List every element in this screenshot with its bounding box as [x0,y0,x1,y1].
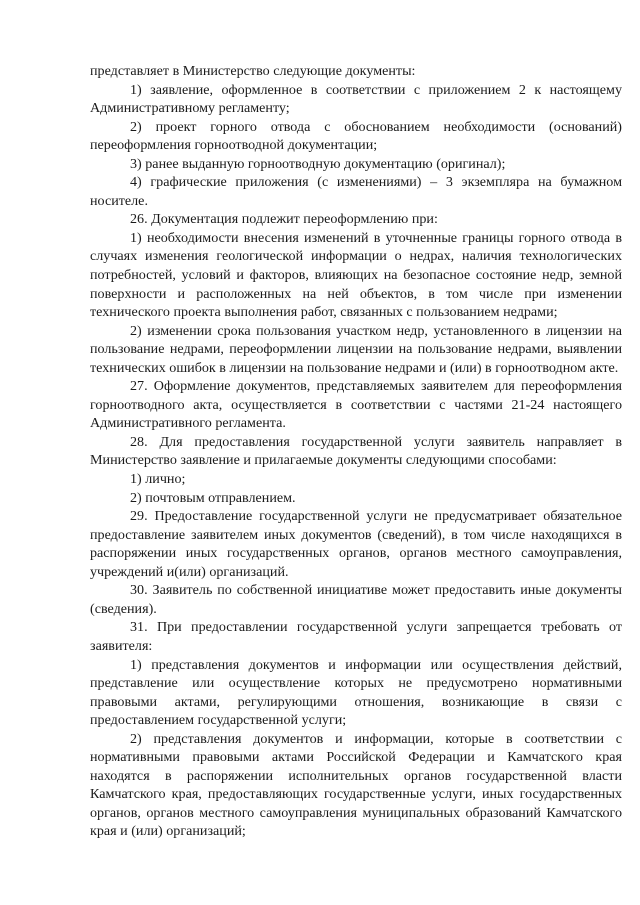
paragraph-item-28-2: 2) почтовым отправлением. [130,489,296,506]
paragraph-item-25-2: 2) проект горного отвода с обоснованием необходимости (оснований) переоформления горноотводной документации; [90,118,622,154]
paragraph-item-25-1: 1) заявление, оформленное в соответствии с приложением 2 к настоящему Административному регламенту; [90,81,622,117]
paragraph-item-25-3: 3) ранее выданную горноотводную документацию (оригинал); [130,155,506,172]
paragraph-item-26-2: 2) изменении срока пользования участком недр, установленного в лицензии на пользование недрами, переоформлении лицензии на пользование недрами, выявлении технических ошибок в лицензии на пользование недрами и (или) в горноотводном акте. [90,322,622,376]
paragraph-item-31-2: 2) представления документов и информации, которые в соответствии с нормативными правовыми актами Российской Федерации и Камчатского края находятся в распоряжении исполнительных органов государственной власти Камчатского края, предоставляющих государственные услуги, иных государственных органов, органов местного самоуправления муниципальных образований Камчатского края и (или) организаций; [90,730,622,840]
document-page [90,62,622,841]
paragraph-27: 27. Оформление документов, представляемых заявителем для переоформления горноотводного акта, осуществляется в соответствии с частями 21-24 настоящего Административного регламента. [90,378,622,432]
paragraph-26: 26. Документация подлежит переоформлению при: [130,211,438,228]
paragraph-31: 31. При предоставлении государственной услуги запрещается требовать от заявителя: [90,619,622,654]
paragraph-30: 30. Заявитель по собственной инициативе может предоставить иные документы (сведения). [90,582,622,617]
paragraph-item-28-1: 1) лично; [130,471,186,488]
paragraph-item-31-1: 1) представления документов и информации или осуществления действий, представление или осуществление которых не предусмотрено нормативными правовыми актами, регулирующими отношения, возникающие в связи с предоставлением государственной услуги; [90,656,622,729]
paragraph-28: 28. Для предоставления государственной услуги заявитель направляет в Министерство заявление и прилагаемые документы следующими способами: [90,433,622,469]
paragraph-item-26-1: 1) необходимости внесения изменений в уточненные границы горного отвода в случаях изменения геологической информации о недрах, наличия технологических потребностей, условий и факторов, влияющих на безопасное состояние недр, земной поверхности и расположенных на ней объектов, в том числе при изменении технического проекта выполнения работ, связанных с пользованием недрами; [90,229,622,321]
paragraph-item-25-4: 4) графические приложения (с изменениями) – 3 экземпляра на бумажном носителе. [90,174,622,209]
paragraph-intro: представляет в Министерство следующие документы: [90,63,416,79]
paragraph-29: 29. Предоставление государственной услуги не предусматривает обязательное предоставление заявителем иных документов (сведений), в том числе находящихся в распоряжении иных государственных органов, органов местного самоуправления, учреждений и(или) организаций. [90,508,622,580]
